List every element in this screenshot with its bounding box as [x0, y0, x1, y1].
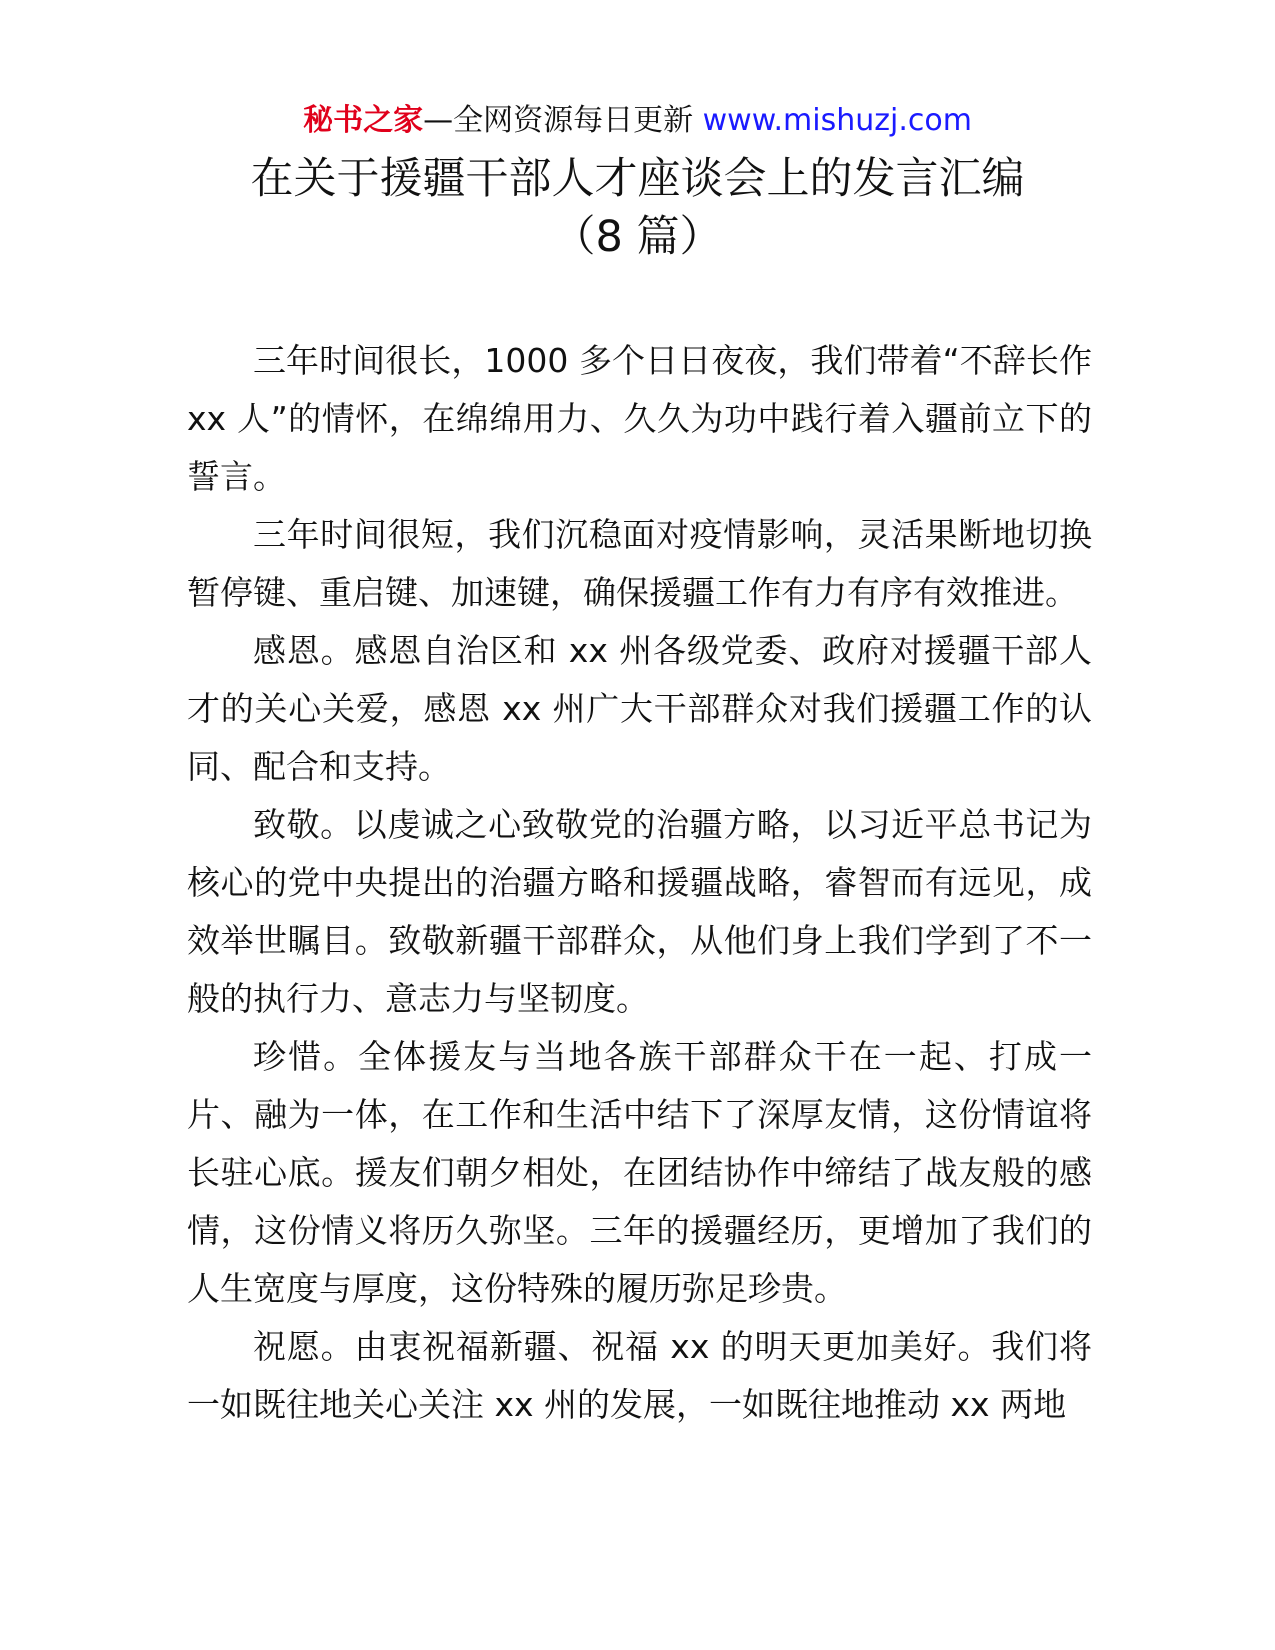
site-url: www.mishuzj.com	[702, 103, 972, 138]
site-slogan: —全网资源每日更新	[423, 103, 703, 138]
title-line-2: （8 篇）	[552, 212, 723, 262]
site-brand: 秘书之家	[303, 103, 424, 138]
title-line-1: 在关于援疆干部人才座谈会上的发言汇编	[250, 154, 1025, 204]
site-header	[0, 101, 1275, 141]
paragraph-4: 致敬。以虔诚之心致敬党的治疆方略，以习近平总书记为核心的党中央提出的治疆方略和援疆战略，睿智而有远见，成效举世瞩目。致敬新疆干部群众，从他们身上我们学到了不一般的执行力、意志力与坚韧度。	[187, 805, 1092, 1018]
document-body	[187, 332, 1092, 1434]
paragraph-2: 三年时间很短，我们沉稳面对疫情影响，灵活果断地切换暂停键、重启键、加速键，确保援疆工作有力有序有效推进。	[187, 515, 1092, 612]
paragraph-3: 感恩。感恩自治区和 xx 州各级党委、政府对援疆干部人才的关心关爱，感恩 xx 州广大干部群众对我们援疆工作的认同、配合和支持。	[187, 631, 1092, 786]
document-title	[0, 150, 1275, 266]
paragraph-5: 珍惜。全体援友与当地各族干部群众干在一起、打成一片、融为一体，在工作和生活中结下了深厚友情，这份情谊将长驻心底。援友们朝夕相处，在团结协作中缔结了战友般的感情，这份情义将历久弥坚。三年的援疆经历，更增加了我们的人生宽度与厚度，这份特殊的履历弥足珍贵。	[187, 1037, 1092, 1308]
paragraph-6: 祝愿。由衷祝福新疆、祝福 xx 的明天更加美好。我们将一如既往地关心关注 xx 州的发展，一如既往地推动 xx 两地	[187, 1327, 1092, 1424]
paragraph-1: 三年时间很长，1000 多个日日夜夜，我们带着“不辞长作 xx 人”的情怀，在绵绵用力、久久为功中践行着入疆前立下的誓言。	[187, 341, 1092, 496]
